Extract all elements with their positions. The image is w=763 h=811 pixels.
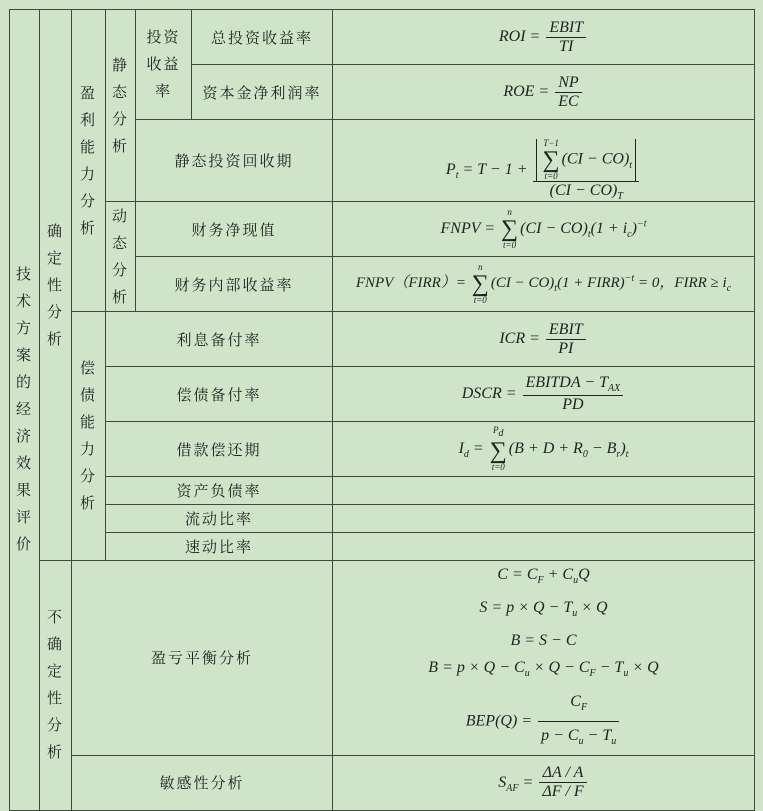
root-label: 技 术 方 案 的 经 济 效 果 评 价 [15,265,33,554]
debt-label-cell [72,312,106,561]
row-breakeven: 盈亏平衡分析 [72,561,333,756]
formula-payback: $P_t = T - 1$ + T−1 ∑ t=0 $(CI - CO)_t$ $(CI - CO)_T$ [333,120,755,202]
profit-label: 盈 利 能 力 分 析 [79,83,97,237]
row-total-roi: 总投资收益率 [192,10,333,65]
formula-dscr: DSCR = $\frac{EBITDA - T_{AX}}{PD}$ [333,367,755,422]
row-current-ratio: 流动比率 [106,505,333,533]
row-sensitivity: 敏感性分析 [72,755,333,810]
firr-close-paren: ） [440,275,456,292]
firr-open-paren: （ [393,275,409,292]
evaluation-table [9,9,755,811]
formula-breakeven: $C = C_F + C_uQ$ $S = p \times Q - T_u \times Q$ B = S − C $B = p \times Q - C_u \times Q - C_F - T_u \times Q$ BEP(Q) = $\frac{C_F}{p - C_u - T_u}$ [333,561,755,756]
uncertain-label-cell [40,561,72,811]
uncertain-label: 不 确 定 性 分 析 [46,608,64,762]
inv-return-label: 投资 收益 率 [146,28,181,100]
certain-label-cell [40,10,72,561]
row-dscr: 偿债备付率 [106,367,333,422]
profit-label-cell [72,10,106,312]
formula-current-ratio-empty [333,505,755,533]
inv-return-label-cell [136,10,192,120]
dynamic-label: 动 态 分 析 [111,206,129,306]
debt-label: 偿 债 能 力 分 析 [79,359,97,512]
formula-roi: ROI = $\frac{\text{EBIT}}{TI}$ [333,10,755,65]
formula-quick-ratio-empty [333,533,755,561]
formula-icr: ICR = $\frac{\text{EBIT}}{PI}$ [333,312,755,367]
static-label: 静 态 分 析 [111,55,129,155]
row-firr: 财务内部收益率 [136,257,333,312]
row-quick-ratio: 速动比率 [106,533,333,561]
row-loan-period: 借款偿还期 [106,422,333,477]
row-icr: 利息备付率 [106,312,333,367]
row-roe: 资本金净利润率 [192,65,333,120]
formula-loan-period: $I_d$ = $P_d$ ∑ t=0 $(B + D + R_0 - B_r)_t$ [333,422,755,477]
firr-condition-sub: c [726,283,732,295]
static-label-cell [106,10,136,202]
row-asset-liab: 资产负债率 [106,477,333,505]
formula-roe: ROE = $\frac{NP}{EC}$ [333,65,755,120]
dynamic-label-cell [106,202,136,312]
formula-asset-liab-empty [333,477,755,505]
formula-firr: FNPV（FIRR）= n ∑ t=0 $(CI - CO)_t(1$ + FIRR)$^{-t}$ = 0，FIRR ≥ $i_c$ [333,257,755,312]
root-label-cell [10,10,40,811]
row-fnpv: 财务净现值 [136,202,333,257]
certain-label: 确 定 性 分 析 [46,221,64,348]
formula-fnpv: FNPV = n ∑ t=0 $(CI - CO)_t(1 + i_c)^{-t}$ [333,202,755,257]
row-payback: 静态投资回收期 [136,120,333,202]
formula-sensitivity: $S_{AF}$ = $\frac{\Delta A / A}{\Delta F / F}$ [333,755,755,810]
firr-condition: ，FIRR ≥ i [659,275,727,292]
